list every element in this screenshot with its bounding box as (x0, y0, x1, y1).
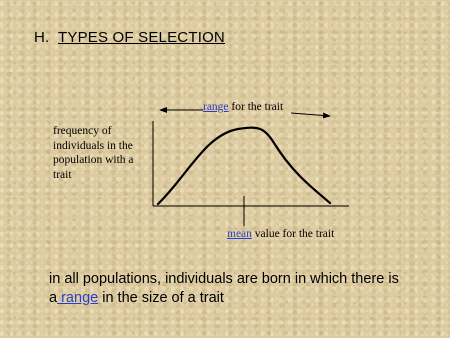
body-text (49, 270, 444, 308)
body-line-2 (49, 289, 444, 308)
heading-number: H. (34, 29, 50, 46)
mean-label-rest: value for the trait (251, 228, 335, 240)
heading-title: TYPES OF SELECTION (58, 29, 225, 46)
body-range-link[interactable]: range (57, 290, 99, 306)
range-label-rest: for the trait (228, 101, 284, 113)
body-line-2-rest: in the size of a trait (98, 290, 224, 306)
frequency-curve (158, 128, 330, 204)
mean-label (227, 228, 334, 240)
mean-link[interactable]: mean (227, 228, 252, 240)
y-axis-label: frequency of individuals in the population with a trait (53, 125, 134, 181)
body-line-2-prefix: a (49, 290, 58, 306)
body-line-1: in all populations, individuals are born in which there is (49, 271, 399, 287)
range-link[interactable]: range (203, 101, 229, 113)
range-arrow-right (291, 113, 330, 116)
range-label (203, 101, 283, 113)
